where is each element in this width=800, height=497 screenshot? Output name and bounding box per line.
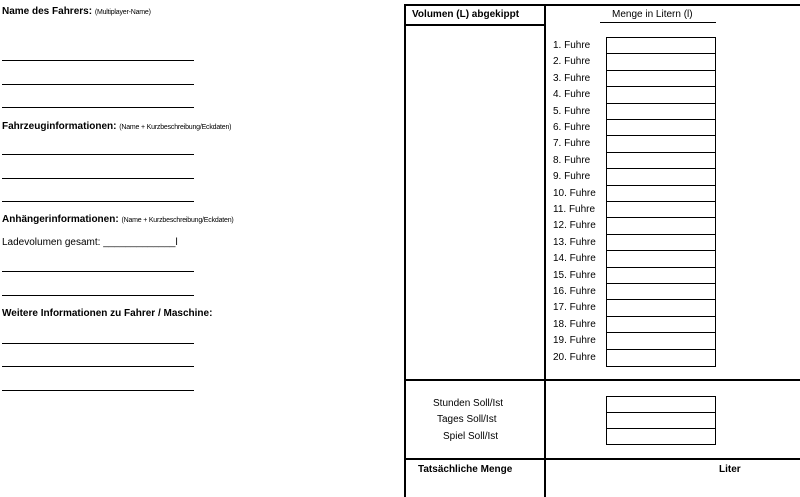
tages-label: Tages Soll/Ist <box>437 414 497 425</box>
vehicle-line-2[interactable] <box>2 178 194 179</box>
fuhre-label: 3. Fuhre <box>553 73 591 84</box>
driver-line-3[interactable] <box>2 107 194 108</box>
fuhre-label: 11. Fuhre <box>553 204 596 215</box>
load-volume-unit: l <box>175 237 178 248</box>
vehicle-info-label: Fahrzeuginformationen: (Name + Kurzbeschreibung/Eckdaten) <box>2 121 232 132</box>
fuhre-amount-field[interactable] <box>606 250 716 268</box>
fuhre-label: 5. Fuhre <box>553 106 591 117</box>
driver-line-2[interactable] <box>2 84 194 85</box>
fuhre-amount-field[interactable] <box>606 86 716 104</box>
stunden-label: Stunden Soll/Ist <box>433 398 504 409</box>
fuhre-label: 10. Fuhre <box>553 188 596 199</box>
fuhre-label: 19. Fuhre <box>553 335 596 346</box>
trailer-line-1[interactable] <box>2 271 194 272</box>
table-left-border <box>404 4 406 497</box>
fuhre-amount-field[interactable] <box>606 332 716 350</box>
fuhre-label: 16. Fuhre <box>553 286 596 297</box>
actual-unit: Liter <box>719 464 741 475</box>
fuhre-label: 20. Fuhre <box>553 352 596 363</box>
load-volume-row <box>2 237 178 248</box>
summary-top-border <box>404 379 800 381</box>
stunden-field[interactable] <box>606 396 716 413</box>
fuhre-label: 18. Fuhre <box>553 319 596 330</box>
fuhre-label: 15. Fuhre <box>553 270 596 281</box>
fuhre-label: 13. Fuhre <box>553 237 596 248</box>
fuhre-label: 8. Fuhre <box>553 155 591 166</box>
actual-label: Tatsächliche Menge <box>418 464 513 475</box>
col1-header: Volumen (L) abgekippt <box>412 9 520 20</box>
fuhre-label: 7. Fuhre <box>553 138 591 149</box>
fuhre-amount-field[interactable] <box>606 349 716 367</box>
further-info-label: Weitere Informationen zu Fahrer / Maschine: <box>2 308 213 319</box>
fuhre-label: 12. Fuhre <box>553 220 596 231</box>
fuhre-label: 2. Fuhre <box>553 56 591 67</box>
fuhre-label: 1. Fuhre <box>553 40 591 51</box>
fuhre-label: 4. Fuhre <box>553 89 591 100</box>
vehicle-line-3[interactable] <box>2 201 194 202</box>
trailer-info-label: Anhängerinformationen: (Name + Kurzbeschreibung/Eckdaten) <box>2 214 234 225</box>
fuhre-label: 6. Fuhre <box>553 122 591 133</box>
trailer-line-2[interactable] <box>2 295 194 296</box>
fuhre-label: 9. Fuhre <box>553 171 591 182</box>
table-middle-border <box>544 4 546 497</box>
fuhre-amount-field[interactable] <box>606 217 716 235</box>
tages-field[interactable] <box>606 412 716 429</box>
vehicle-line-1[interactable] <box>2 154 194 155</box>
table-top-border <box>404 4 800 6</box>
fuhre-amount-field[interactable] <box>606 299 716 317</box>
further-line-1[interactable] <box>2 343 194 344</box>
header-underline-col1 <box>404 24 546 26</box>
load-volume-label: Ladevolumen gesamt: <box>2 237 101 248</box>
actual-top-border <box>404 458 800 460</box>
fuhre-amount-field[interactable] <box>606 53 716 71</box>
header-underline-col2 <box>600 22 716 23</box>
load-volume-field[interactable]: _____________ <box>103 237 176 248</box>
col2-header: Menge in Litern (l) <box>612 9 693 20</box>
fuhre-label: 14. Fuhre <box>553 253 596 264</box>
further-line-2[interactable] <box>2 366 194 367</box>
driver-name-label: Name des Fahrers: (Multiplayer-Name) <box>2 6 151 17</box>
fuhre-amount-field[interactable] <box>606 135 716 153</box>
spiel-label: Spiel Soll/Ist <box>443 431 499 442</box>
fuhre-label: 17. Fuhre <box>553 302 596 313</box>
spiel-field[interactable] <box>606 428 716 445</box>
driver-line-1[interactable] <box>2 60 194 61</box>
further-line-3[interactable] <box>2 390 194 391</box>
fuhre-amount-field[interactable] <box>606 168 716 186</box>
